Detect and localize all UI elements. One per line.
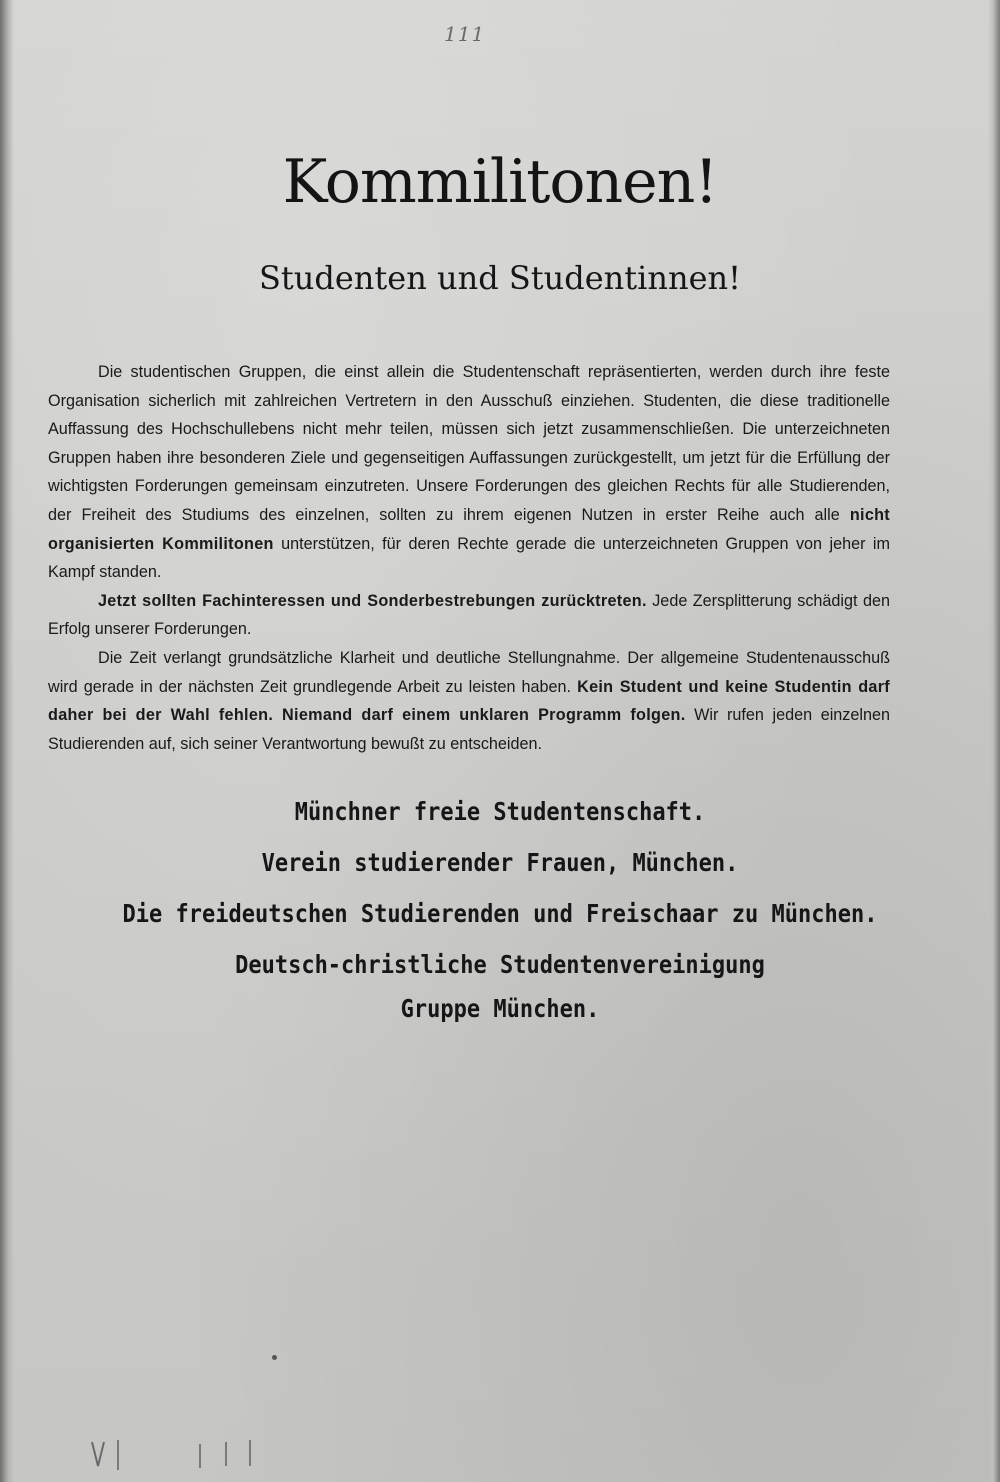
page-title: Kommilitonen! [282, 147, 718, 217]
signatory-3: Die freideutschen Studierenden und Freischaar zu München. [122, 899, 878, 928]
signatory-4: Deutsch-christliche Studentenvereinigung [235, 950, 765, 979]
page-subtitle: Studenten und Studentinnen! [258, 259, 741, 297]
paragraph-1-text-c: unterstützen, für deren Rechte gerade die unterzeichneten Gruppen von jeher im Kampf standen. [48, 534, 890, 582]
handwritten-margin-marks [88, 1436, 348, 1476]
left-edge-shadow [0, 0, 14, 1482]
paragraph-1 [48, 358, 890, 587]
paragraph-1-emphasis: nicht organisierten Kommilitonen [48, 505, 890, 553]
signatory-5: Gruppe München. [400, 994, 600, 1023]
handwritten-page-number: 111 [444, 22, 486, 46]
signatories-block [60, 786, 940, 1028]
body-text [48, 358, 890, 758]
signatory-2: Verein studierender Frauen, München. [261, 848, 739, 877]
right-edge-shadow [988, 0, 1000, 1482]
ink-speck [272, 1355, 277, 1360]
paragraph-1-text-a: Die studentischen Gruppen, die einst allein die Studentenschaft repräsentierten, werden durch ihre feste Organisation sicherlich mit zahlreichen Vertretern in den Ausschuß einziehen. Studenten, die diese traditionelle Auffassung des Hochschullebens nicht mehr teilen, müssen sich jetzt zusammenschließen. Die unterzeichneten Gruppen haben ihre besonderen Ziele und gegenseitigen Auffassungen zurückgestellt, um jetzt für die Erfüllung der wichtigsten Forderungen gemeinsam einzutreten. Unsere Forderungen des gleichen Rechts für alle Studierenden, der Freiheit des Studiums des einzelnen, sollten zu ihrem eigenen Nutzen in erster Reihe auch alle [48, 363, 890, 524]
paragraph-3-emphasis: Kein Student und keine Studentin darf daher bei der Wahl fehlen. Niemand darf einem unklaren Programm folgen. [48, 677, 890, 725]
paragraph-3-text-c: Wir rufen jeden einzelnen Studierenden auf, sich seiner Verantwortung bewußt zu entscheiden. [48, 706, 891, 753]
paragraph-3-text-a: Die Zeit verlangt grundsätzliche Klarheit und deutliche Stellungnahme. Der allgemeine Studentenausschuß wird gerade in der nächsten Zeit grundlegende Arbeit zu leisten haben. [48, 648, 890, 696]
paragraph-2-text-b: Jede Zersplitterung schädigt den Erfolg unserer Forderungen. [48, 591, 890, 639]
paragraph-2 [48, 587, 890, 644]
paragraph-2-emphasis: Jetzt sollten Fachinteressen und Sonderbestrebungen zurücktreten. [98, 591, 647, 610]
signatory-1: Münchner freie Studentenschaft. [294, 797, 706, 826]
paragraph-3 [48, 644, 890, 758]
